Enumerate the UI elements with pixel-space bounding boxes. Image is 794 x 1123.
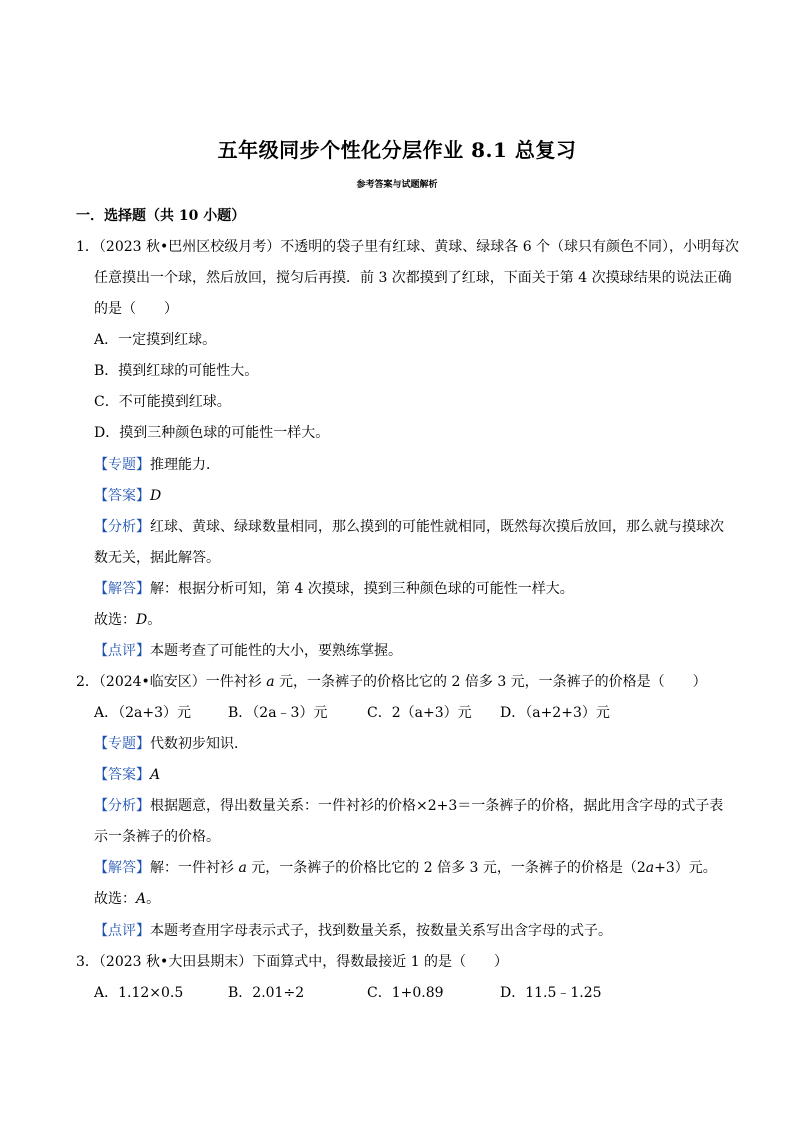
q3-stem: 3．（2023 秋•大田县期末）下面算式中，得数最接近 1 的是（ ） bbox=[76, 954, 509, 970]
q2-stem-part-1: 2．（2024•临安区）一件衬衫 bbox=[76, 674, 267, 690]
comment-tag: 【点评】 bbox=[94, 923, 150, 939]
q2-comment-row bbox=[94, 921, 612, 941]
q1-choose-value: D bbox=[136, 612, 148, 628]
q1-analysis-line-2: 数无关，据此解答。 bbox=[94, 550, 220, 566]
q1-answer-row bbox=[94, 486, 161, 506]
choose-prefix: 故选： bbox=[94, 612, 136, 628]
q2-solution-row bbox=[94, 858, 717, 878]
q1-comment: 本题考查了可能性的大小，要熟练掌握。 bbox=[150, 643, 402, 659]
q1-answer: D bbox=[150, 488, 162, 504]
q1-stem-line-1: 1．（2023 秋•巴州区校级月考）不透明的袋子里有红球、黄球、绿球各 6 个（球只有颜色不同），小明每次 bbox=[76, 239, 740, 255]
answer-tag: 【答案】 bbox=[94, 767, 150, 783]
q2-topic: 代数初步知识． bbox=[150, 736, 248, 752]
q1-option-d: D．摸到三种颜色球的可能性一样大。 bbox=[94, 425, 330, 441]
q2-option-c: C．2（a+3）元 bbox=[367, 705, 472, 721]
q1-analysis-text: 红球、黄球、绿球数量相同，那么摸到的可能性就相同，既然每次摸后放回，那么就与摸球次 bbox=[150, 519, 724, 535]
q1-option-b: B．摸到红球的可能性大。 bbox=[94, 363, 259, 379]
choose-suffix: 。 bbox=[146, 891, 161, 907]
q2-analysis-line-1 bbox=[94, 796, 723, 816]
q2-stem bbox=[76, 672, 707, 692]
choose-suffix: 。 bbox=[147, 612, 162, 628]
page-subtitle: 参考答案与试题解析 bbox=[356, 180, 438, 190]
q1-option-a: A．一定摸到红球。 bbox=[94, 332, 217, 348]
q3-option-d: D．11.5﹣1.25 bbox=[500, 985, 602, 1001]
q2-solution-part-2: 元，一条裤子的价格比它的 2 倍多 3 元，一条裤子的价格是（2 bbox=[246, 860, 646, 876]
comment-tag: 【点评】 bbox=[94, 643, 150, 659]
q2-topic-row bbox=[94, 734, 248, 754]
topic-tag: 【专题】 bbox=[94, 736, 150, 752]
q1-solution-row bbox=[94, 579, 574, 599]
q3-options bbox=[94, 983, 694, 1003]
q1-stem-line-2: 任意摸出一个球，然后放回，搅匀后再摸．前 3 次都摸到了红球，下面关于第 4 次摸球结果的说法正确 bbox=[94, 270, 732, 286]
q1-solution: 解：根据分析可知，第 4 次摸球，摸到三种颜色球的可能性一样大。 bbox=[150, 581, 574, 597]
section-heading: 一．选择题（共 10 小题） bbox=[76, 208, 246, 224]
q2-stem-part-2: 元，一条裤子的价格比它的 2 倍多 3 元，一条裤子的价格是（ ） bbox=[274, 674, 707, 690]
q2-stem-variable: a bbox=[266, 674, 275, 690]
q3-option-c: C．1+0.89 bbox=[367, 985, 444, 1001]
analysis-tag: 【分析】 bbox=[94, 519, 150, 535]
answer-tag: 【答案】 bbox=[94, 488, 150, 504]
topic-tag: 【专题】 bbox=[94, 457, 150, 473]
q2-choose-row bbox=[94, 889, 160, 909]
analysis-tag: 【分析】 bbox=[94, 798, 150, 814]
q1-stem-line-3: 的是（ ） bbox=[94, 301, 178, 317]
solution-tag: 【解答】 bbox=[94, 860, 150, 876]
q2-choose-value: A bbox=[136, 891, 147, 907]
page-title: 五年级同步个性化分层作业 8.1 总复习 bbox=[217, 138, 577, 162]
q2-options bbox=[94, 703, 694, 723]
q2-option-b: B．（2a﹣3）元 bbox=[228, 705, 328, 721]
q2-option-a: A．（2a+3）元 bbox=[94, 705, 192, 721]
q1-topic-row bbox=[94, 455, 220, 475]
q1-topic: 推理能力． bbox=[150, 457, 220, 473]
solution-tag: 【解答】 bbox=[94, 581, 150, 597]
q1-option-c: C．不可能摸到红球。 bbox=[94, 394, 231, 410]
q2-answer-row bbox=[94, 765, 160, 785]
q2-option-d: D．（a+2+3）元 bbox=[500, 705, 610, 721]
q2-solution-variable: a bbox=[238, 860, 247, 876]
q2-solution-variable-2: a bbox=[645, 860, 655, 876]
q1-comment-row bbox=[94, 641, 402, 661]
q2-comment: 本题考查用字母表示式子，找到数量关系，按数量关系写出含字母的式子。 bbox=[150, 923, 612, 939]
q1-choose-row bbox=[94, 610, 161, 630]
q2-answer: A bbox=[150, 767, 161, 783]
q2-solution-part-3: +3）元。 bbox=[654, 860, 717, 876]
q1-analysis-line-1 bbox=[94, 517, 724, 537]
q2-solution-part-1: 解：一件衬衫 bbox=[150, 860, 239, 876]
q3-option-a: A．1.12×0.5 bbox=[94, 985, 184, 1001]
choose-prefix: 故选： bbox=[94, 891, 136, 907]
q2-analysis-text: 根据题意，得出数量关系：一件衬衫的价格×2+3＝一条裤子的价格，据此用含字母的式子表 bbox=[150, 798, 724, 814]
q2-analysis-line-2: 示一条裤子的价格。 bbox=[94, 829, 220, 845]
q3-option-b: B．2.01÷2 bbox=[228, 985, 305, 1001]
